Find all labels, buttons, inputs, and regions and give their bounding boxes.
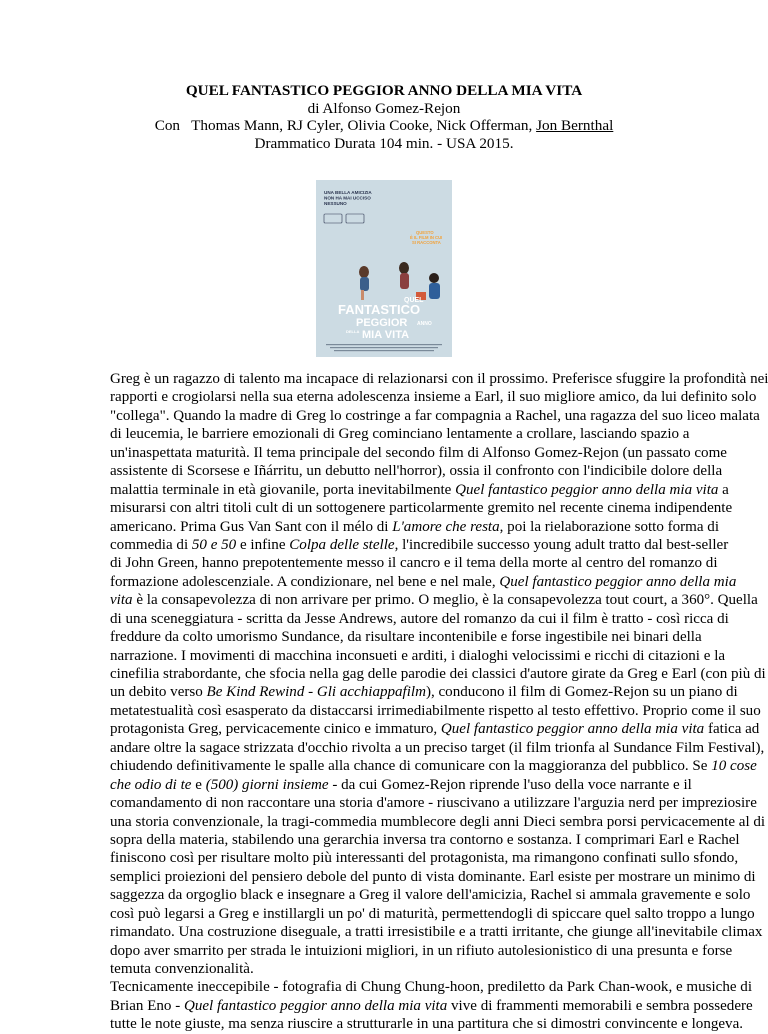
poster-tagline-1: UNA BELLA AMICIZIA — [324, 190, 372, 195]
poster-tagline-3: NESSUNO — [324, 201, 347, 207]
review-line: di leucemia, le barriere emozionali di Greg cominciano lentamente a crollare, lasciando spazio a — [110, 426, 690, 443]
review-line: malattia terminale in età giovanile, porta inevitabilmente Quel fantastico peggior anno della mia vita a — [110, 481, 729, 498]
review-line: dopo aver smarrito per strada le intuizioni migliori, in un rifiuto autolesionistico di una presunta e forse — [110, 942, 733, 959]
film-title-italic: Quel fantastico peggior anno della mia vita — [440, 721, 705, 738]
film-title-italic: (500) giorni insieme — [205, 776, 329, 793]
cast-line — [0, 117, 768, 135]
cast-names: Con Thomas Mann, RJ Cyler, Olivia Cooke, Nick Offerman, — [154, 117, 537, 134]
review-line: "collega". Quando la madre di Greg lo costringe a far compagnia a Rachel, una ragazza del suo liceo malata — [110, 407, 760, 424]
film-title-italic: 10 cose — [711, 758, 757, 775]
film-title-italic: Be Kind Rewind - Gli acchiappafilm — [206, 684, 426, 701]
review-line: Greg è un ragazzo di talento ma incapace di relazionarsi con il prossimo. Preferisce sfuggire la profondità nei — [110, 371, 768, 387]
review-line: di John Green, hanno prepotentemente messo il cancro e il tema della morte al centro del romanzo di — [110, 555, 718, 572]
review-line: americano. Prima Gus Van Sant con il mélo di L'amore che resta, poi la rielaborazione sotto forma di — [110, 518, 720, 535]
film-title-italic: 50 e 50 — [191, 536, 237, 553]
film-title-italic: L'amore che resta — [392, 518, 500, 535]
svg-text:QUEL FANTASTICO: QUEL FANTASTICO PEGGIOR ANNO DELLA MIA VITA — [338, 297, 432, 341]
review-line: un debito verso Be Kind Rewind - Gli acchiappafilm), conducono il film di Gomez-Rejon su un piano di — [110, 684, 738, 701]
director-line: di Alfonso Gomez-Rejon — [307, 99, 461, 117]
review-line: Tecnicamente ineccepibile - fotografia di Chung Chung-hoon, prediletto da Park Chan-wook, e musiche di — [110, 979, 753, 996]
review-line: un'inaspettata maturità. Il tema principale del secondo film di Alfonso Gomez-Rejon (un passato come — [110, 444, 727, 461]
review-line: che odio di te e (500) giorni insieme - da cui Gomez-Rejon riprende l'uso della voce narrante e il — [110, 776, 692, 793]
film-title-italic: Quel fantastico peggior anno della mia — [499, 573, 737, 590]
review-line: misurarsi con altri titoli cult di un sottogenere particolarmente gremito nel recente cinema indipendente — [110, 500, 733, 517]
review-line: semplici proiezioni del pensiero debole del punto di vista dominante. Earl esiste per mostrare un minimo di — [110, 868, 756, 885]
review-line: finiscono così per risultare molto più interessanti del protagonista, ma rimangono confinati sullo sfondo, — [110, 850, 739, 867]
review-line: chiudendo definitivamente le spalle alla chance di comunicare con la maggioranza del pubblico. Se 10 cose — [110, 758, 757, 775]
review-line: di una sceneggiatura - scritta da Jesse Andrews, autore del romanzo da cui il film è tratto - così ricca di — [110, 610, 729, 627]
review-line: sopra della materia, stabilendo una gerarchia inversa tra contorno e sostanza. I comprimari Earl e Rachel — [110, 831, 740, 848]
review-line: commedia di 50 e 50 e infine Colpa delle stelle, l'incredibile successo young adult tratto dal best-seller — [110, 536, 729, 553]
review-line: comandamento di non raccontare una storia d'amore - riuscivano a utilizzare l'arguzia nerd per impreziosire — [110, 795, 757, 812]
review-line: assistente di Scorsese e Iñárritu, un debutto nell'horror), ossia il confronto con l'indicibile dolore della — [110, 463, 723, 480]
poster-credits — [326, 344, 442, 351]
review-line: così può legarsi a Greg e instillargli un po' di maturità, permettendogli di spiccare quel salto troppo a lungo — [110, 905, 755, 922]
review-line: metatestualità così esasperato da distaccarsi irrimediabilmente rispetto al testo effettivo. Proprio come il suo — [110, 702, 761, 719]
movie-poster — [316, 180, 452, 357]
cast-link[interactable]: Jon Bernthal — [536, 117, 614, 134]
review-line: saggezza da orgoglio black e insegnare a Greg il valore dell'amicizia, Rachel si ammala gravemente e solo — [110, 887, 751, 904]
film-title-italic: Colpa delle stelle — [289, 536, 395, 553]
review-text — [110, 370, 768, 1034]
review-line: tutte le note giuste, ma senza riuscire a strutturarle in una partitura che si dimostri convincente e longeva. — [110, 1016, 744, 1033]
review-line: protagonista Greg, pervicacemente cinico e immaturo, Quel fantastico peggior anno della mia vita fatica ad — [110, 721, 760, 738]
film-title-italic: Quel fantastico peggior anno della mia vita — [183, 997, 448, 1014]
review-line: Brian Eno - Quel fantastico peggior anno della mia vita vive di frammenti memorabili e sembra possedere — [110, 997, 753, 1014]
review-line: cinefilia strabordante, che sfocia nella gag delle parodie dei classici d'autore girate da Greg e Earl (con più di — [110, 666, 766, 682]
poster-tagline-2: NON HA MAI UCCISO — [324, 195, 371, 201]
review-line: rapporti e crogiolarsi nella sua eterna adolescenza insieme a Earl, il suo migliore amico, da lui definito solo — [110, 389, 757, 406]
film-title: QUEL FANTASTICO PEGGIOR ANNO DELLA MIA VITA — [185, 82, 583, 99]
film-title-italic: Quel fantastico peggior anno della mia vita — [455, 481, 719, 498]
film-title-italic: che odio di te — [110, 776, 192, 793]
review-line: temuta convenzionalità. — [110, 961, 254, 977]
film-title-italic: vita — [110, 592, 133, 609]
review-line: una storia convenzionale, la tragi-commedia mumblecore degli anni Dieci sembra porsi pervicacemente al di — [110, 813, 766, 830]
review-line: formazione adolescenziale. A condizionare, nel bene e nel male, Quel fantastico peggior anno della mia — [110, 573, 737, 590]
review-line: andare oltre la sagace strizzata d'occhio rivolta a un preciso target (il film trionfa al Sundance Film Festival), — [110, 739, 765, 756]
info-line: Drammatico Durata 104 min. - USA 2015. — [254, 134, 514, 152]
review-line: freddure da colto umorismo Sundance, da risultare incontenibile e forse ingestibile nei binari della — [110, 629, 702, 646]
review-line: vita è la consapevolezza di non arrivare per primo. O meglio, è la consapevolezza tout court, a 360°. Quella — [110, 592, 758, 609]
review-line: narrazione. I movimenti di macchina inconsueti e arditi, i dialoghi velocissimi e ricchi di citazioni e la — [110, 647, 726, 664]
review-line: rimandato. Una costruzione diseguale, a tratti irresistibile e a tratti irritante, che giunge all'inevitabile climax — [110, 924, 763, 941]
film-header — [0, 82, 768, 152]
svg-text:QUESTO È IL FILM IN CU: QUESTO È IL FILM IN CUI SI RACCONTA — [410, 230, 443, 245]
